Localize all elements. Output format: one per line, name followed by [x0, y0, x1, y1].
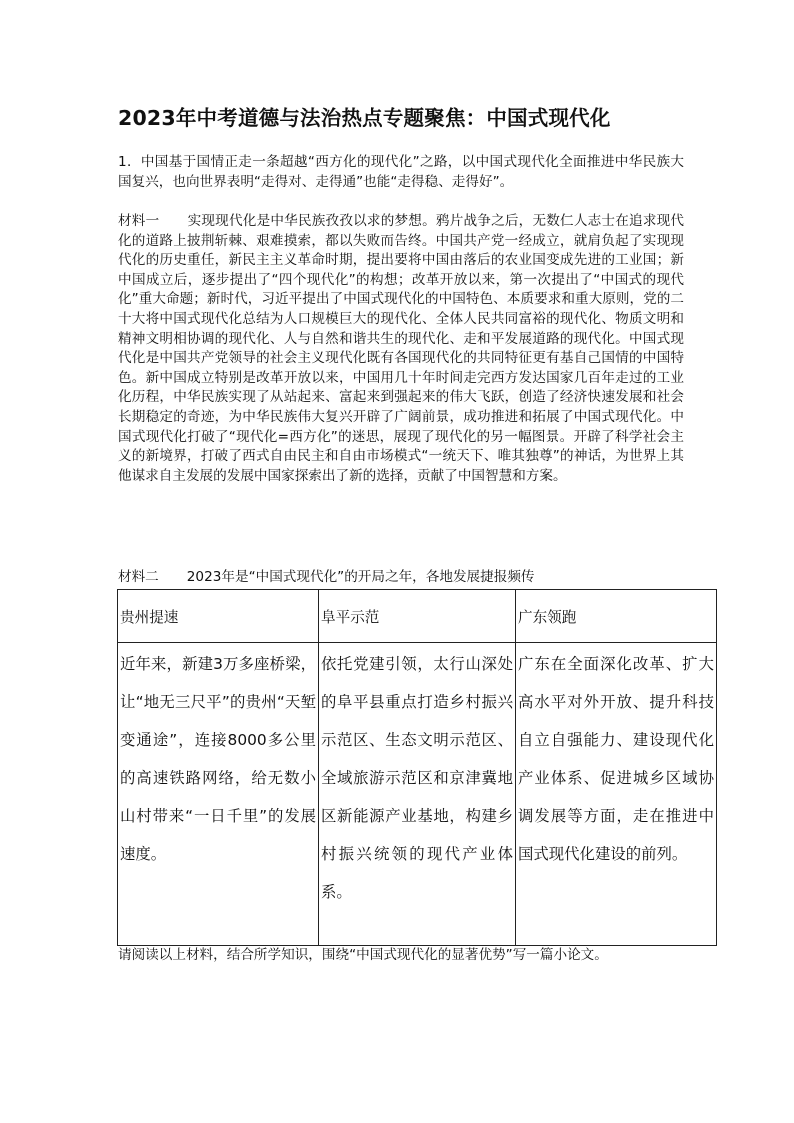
table-row: [118, 643, 717, 946]
table-cell: 近年来，新建3万多座桥梁，让“地无三尺平”的贵州“天堑变通途”，连接8000多公里的高速铁路网络，给无数小山村带来“一日千里”的发展速度。: [118, 643, 319, 946]
material-one-text: 实现现代化是中华民族孜孜以求的梦想。鸦片战争之后，无数仁人志士在追求现代化的道路上披荆斩棘、艰难摸索，都以失败而告终。中国共产党一经成立，就肩负起了实现现代化的历史重任，新民主主义革命时期，提出要将中国由落后的农业国变成先进的工业国；新中国成立后，逐步提出了“四个现代化”的构想；改革开放以来，第一次提出了“中国式的现代化”重大命题；新时代，习近平提出了中国式现代化的中国特色、本质要求和重大原则，党的二十大将中国式现代化总结为人口规模巨大的现代化、全体人民共同富裕的现代化、物质文明和精神文明相协调的现代化、人与自然和谐共生的现代化、走和平发展道路的现代化。中国式现代化是中国共产党领导的社会主义现代化既有各国现代化的共同特征更有基自己国情的中国特色。新中国成立特别是改革开放以来，中国用几十年时间走完西方发达国家几百年走过的工业化历程，中华民族实现了从站起来、富起来到强起来的伟大飞跃，创造了经济快速发展和社会长期稳定的奇迹，为中华民族伟大复兴开辟了广阔前景，成功推进和拓展了中国式现代化。中国式现代化打破了“现代化=西方化”的迷思，展现了现代化的另一幅图景。开辟了科学社会主义的新境界，打破了西式自由民主和自由市场模式“一统天下、唯其独尊”的神话，为世界上其他谋求自主发展的发展中国家探索出了新的选择，贡献了中国智慧和方案。: [118, 213, 685, 484]
table-header-row: [118, 590, 717, 643]
table-cell: 依托党建引领，太行山深处的阜平县重点打造乡村振兴示范区、生态文明示范区、全域旅游示范区和京津冀地区新能源产业基地，构建乡村振兴统领的现代产业体系。: [319, 643, 516, 946]
development-news-table: [117, 589, 717, 946]
document-title: 2023年中考道德与法治热点专题聚焦：中国式现代化: [118, 106, 611, 130]
question-intro: 1．中国基于国情正走一条超越“西方化的现代化”之路，以中国式现代化全面推进中华民族大国复兴，也向世界表明“走得对、走得通”也能“走得稳、走得好”。: [118, 154, 684, 190]
material-two-label: 材料二: [118, 569, 159, 585]
material-one: [118, 212, 684, 486]
essay-instruction: 请阅读以上材料，结合所学知识，围绕“中国式现代化的显著优势”写一篇小论文。: [118, 947, 608, 963]
material-one-label: 材料一: [118, 213, 160, 229]
material-two: [118, 568, 684, 588]
table-header-cell: 阜平示范: [319, 590, 516, 643]
table-header-cell: 广东领跑: [515, 590, 716, 643]
table-cell: 广东在全面深化改革、扩大高水平对外开放、提升科技自立自强能力、建设现代化产业体系、促进城乡区域协调发展等方面，走在推进中国式现代化建设的前列。: [515, 643, 716, 946]
material-two-text: 2023年是“中国式现代化”的开局之年，各地发展捷报频传: [186, 569, 535, 585]
table-header-cell: 贵州提速: [118, 590, 319, 643]
